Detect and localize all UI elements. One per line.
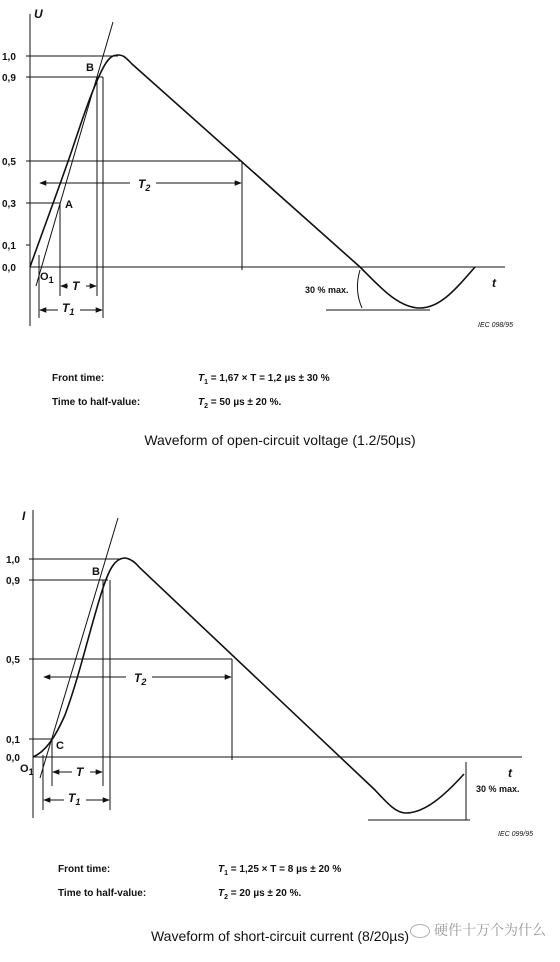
watermark-text: 硬件十万个为什么 [434,923,546,939]
half-value-label: Time to half-value: [58,888,147,899]
t-label: T [76,765,84,779]
front-tangent-line [36,22,113,286]
half-value-formula: $T_2 = 50$ µs ± 20 %. [198,397,282,410]
iec-reference: IEC 099/95 [498,831,534,838]
iec-reference: IEC 098/95 [478,322,514,329]
tick-label: 1,0 [6,555,20,566]
t2-label: $T_2$ [134,671,147,687]
voltage-caption: Waveform of open-circuit voltage (1.2/50µs) [144,432,416,448]
watermark [410,920,546,940]
current-waveform-curve [33,558,464,813]
front-time-formula: $T_1 = 1,25 \times T = 8$ µs ± 20 % [218,864,342,877]
point-b-label: B [86,62,94,74]
current-waveform-diagram [0,490,560,957]
tick-label: 0,9 [2,73,16,84]
tick-label: 0,0 [2,263,16,274]
y-axis-label: I [22,509,26,523]
tick-label: 0,1 [2,241,16,252]
voltage-waveform-diagram [0,0,560,460]
t1-label: $T_1$ [62,301,75,317]
y-axis-label: U [34,7,43,21]
x-axis-label: t [508,766,512,780]
t-label: T [72,279,80,293]
tick-label: 0,9 [6,576,20,587]
t2-label: $T_2$ [138,177,151,193]
current-waveform-panel [0,490,560,957]
tick-label: 0,0 [6,753,20,764]
front-time-formula: $T_1 = 1,67 \times T = 1,2$ µs ± 30 % [198,373,330,386]
t1-label: $T_1$ [68,791,81,807]
tick-label: 0,5 [6,655,20,666]
front-time-label: Front time: [52,373,105,384]
point-c-label: C [56,740,64,752]
point-b-label: B [92,566,100,578]
current-caption: Waveform of short-circuit current (8/20µs) [150,928,410,944]
voltage-waveform-panel [0,0,560,460]
undershoot-note: 30 % max. [305,285,349,295]
x-axis-label: t [492,276,496,290]
tick-label: 0,5 [2,157,16,168]
tick-label: 1,0 [2,52,16,63]
half-value-formula: $T_2 = 20$ µs ± 20 %. [218,888,302,901]
tick-label: 0,3 [2,199,16,210]
half-value-label: Time to half-value: [52,397,141,408]
front-time-label: Front time: [58,864,111,875]
origin-o1-label: $O_1$ [20,763,34,777]
chat-bubble-icon [410,924,430,938]
tick-label: 0,1 [6,735,20,746]
point-a-label: A [65,199,73,211]
origin-o1-label: $O_1$ [40,271,54,285]
undershoot-note: 30 % max. [476,784,520,794]
